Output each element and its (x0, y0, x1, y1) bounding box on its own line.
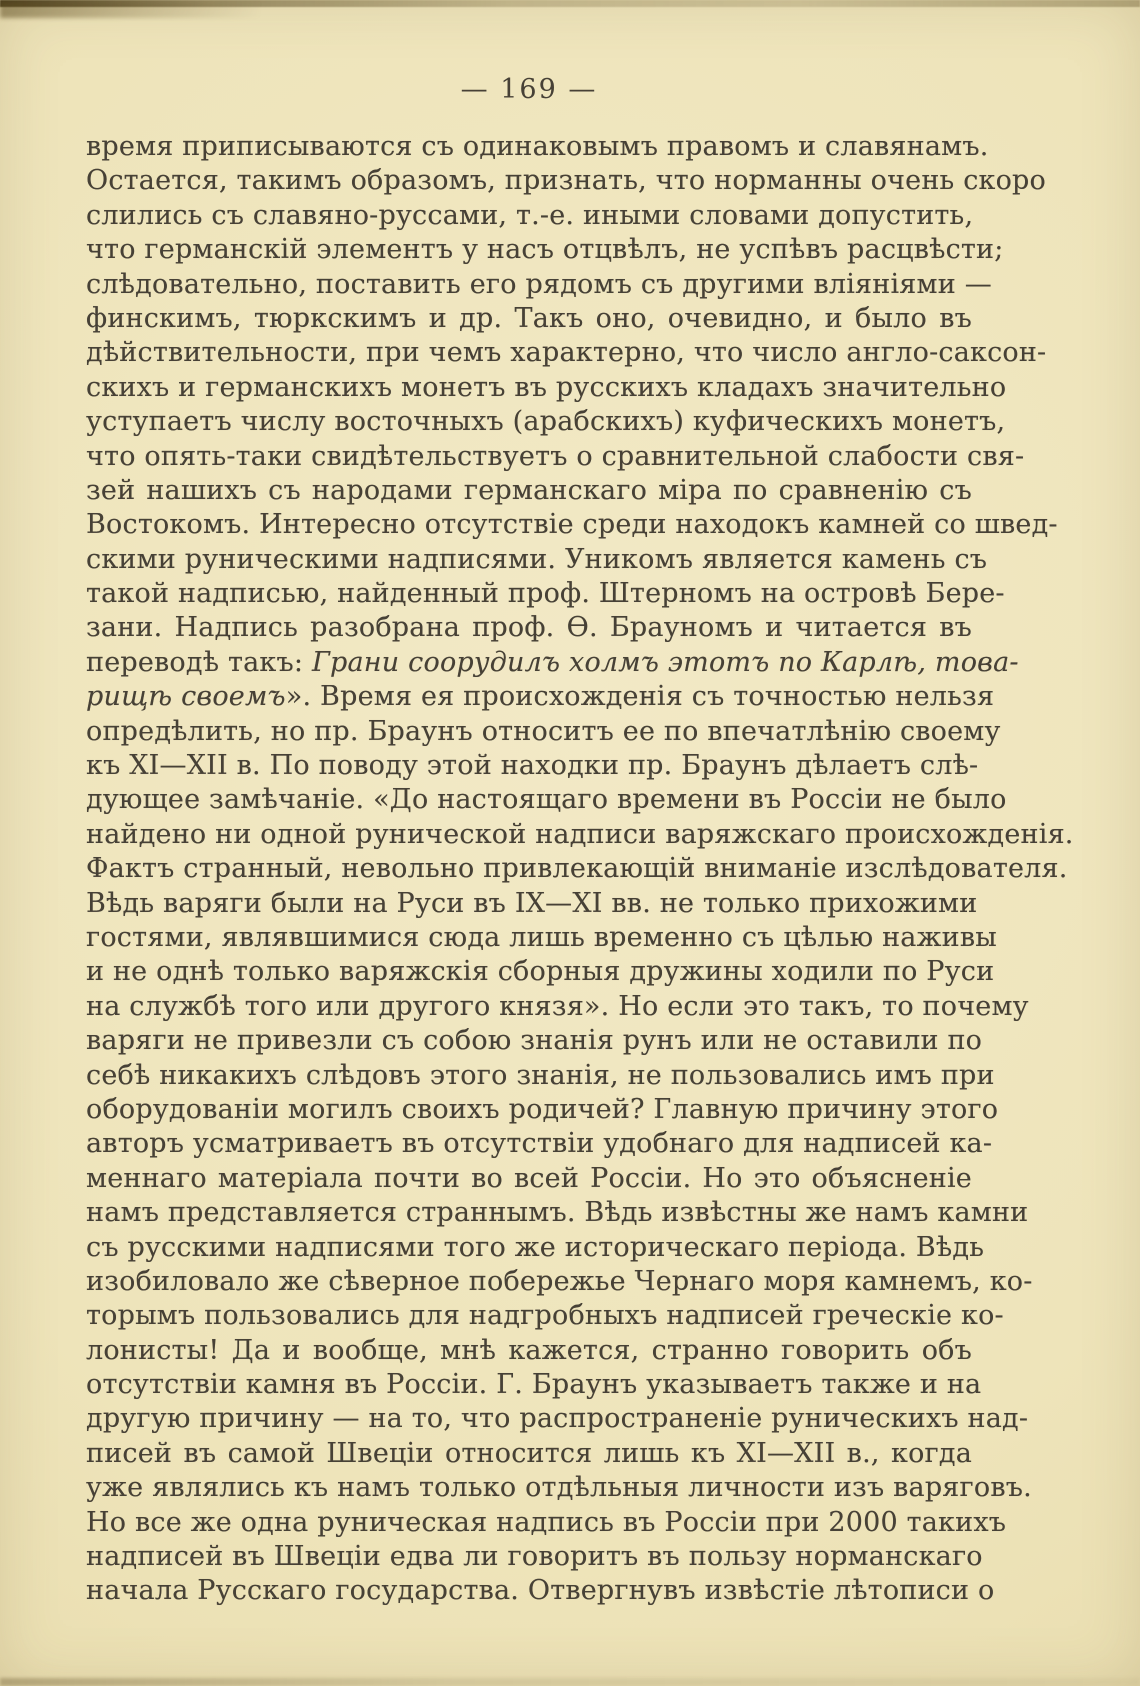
text-line (86, 440, 1025, 474)
text-line (86, 1471, 1032, 1505)
text-line (86, 1127, 993, 1161)
text-line (86, 852, 1068, 886)
text-line (86, 646, 1019, 680)
text-segment: Востокомъ. Интересно отсутствіе среди находокъ камней со швед- (86, 509, 1058, 541)
text-segment: зей нашихъ съ народами германскаго міра по сравненію съ (86, 474, 972, 506)
text-line (86, 1334, 972, 1368)
text-line (86, 1162, 972, 1196)
text-line (86, 199, 972, 233)
text-line (86, 1540, 983, 1574)
text-line (86, 955, 995, 989)
text-line (86, 1402, 1029, 1436)
text-segment: Фактъ странный, невольно привлекающій вниманіе изслѣдователя. (86, 853, 1068, 885)
text-line (86, 990, 1029, 1024)
text-line (86, 543, 988, 577)
text-line (86, 783, 1007, 817)
text-line (86, 1368, 982, 1402)
text-line (86, 1093, 999, 1127)
text-segment: на службѣ того или другого князя». Но если это такъ, то почему (86, 990, 1029, 1022)
text-line (86, 1574, 995, 1608)
text-segment: зани. Надпись разобрана проф. Ѳ. Брауномъ и читается въ (86, 612, 972, 644)
text-segment: слились съ славяно-руссами, т.-е. иными словами допустить, (86, 199, 974, 231)
text-line (86, 130, 989, 164)
text-segment: варяги не привезли съ собою знанія рунъ или не оставили по (86, 1025, 983, 1057)
text-line (86, 715, 1001, 749)
text-line (86, 336, 1047, 370)
text-segment: Но все же одна руническая надпись въ Россіи при 2000 такихъ (86, 1506, 1007, 1538)
text-segment: скихъ и германскихъ монетъ въ русскихъ кладахъ значительно (86, 371, 1007, 403)
text-segment: время приписываются съ одинаковымъ правомъ и славянамъ. (86, 131, 989, 162)
text-line (86, 1196, 1029, 1230)
text-line (86, 1265, 1033, 1299)
text-segment: съ русскими надписями того же историческаго періода. Вѣдь (86, 1231, 985, 1263)
text-line (86, 302, 972, 336)
text-segment: другую причину — на то, что распространеніе руническихъ над- (86, 1403, 1029, 1435)
scan-streak-topleft-artifact (0, 2, 260, 18)
text-line (86, 371, 1007, 405)
page-text-block (86, 130, 1074, 1609)
text-line (86, 1299, 1004, 1333)
text-segment: уступаетъ числу восточныхъ (арабскихъ) куфическихъ монетъ, (86, 406, 1006, 438)
text-segment: изобиловало же сѣверное побережье Чернаго моря камнемъ, ко- (86, 1265, 1033, 1297)
text-segment: что германскій элементъ у насъ отцвѣлъ, не успѣвъ расцвѣсти; (86, 234, 1004, 266)
text-line (86, 887, 978, 921)
text-line (86, 680, 995, 714)
text-line (86, 921, 997, 955)
text-segment-italic: Грани соорудилъ холмъ этотъ по Карлѣ, това- (311, 646, 1019, 678)
text-segment: скими руническими надписями. Уникомъ является камень съ (86, 543, 988, 575)
text-segment: переводѣ такъ: (86, 646, 312, 678)
text-line (86, 474, 972, 508)
text-segment-italic: рищѣ своемъ (86, 681, 286, 713)
text-line (86, 577, 1005, 611)
text-segment: дующее замѣчаніе. «До настоящаго времени въ Россіи не было (86, 784, 1007, 816)
text-segment: что опять-таки свидѣтельствуетъ о сравнительной слабости свя- (86, 440, 1025, 472)
text-line (86, 268, 992, 302)
text-segment: уже являлись къ намъ только отдѣльныя личности изъ варяговъ. (86, 1472, 1032, 1504)
text-line (86, 233, 1004, 267)
text-line (86, 1231, 985, 1265)
text-line (86, 1506, 1007, 1540)
text-segment: меннаго матеріала почти во всей Россіи. Но это объясненіе (86, 1162, 972, 1194)
text-line (86, 1437, 972, 1471)
text-segment: ». Время ея происхожденія съ точностью нельзя (285, 681, 995, 713)
text-line (86, 405, 1006, 439)
text-segment: оборудованіи могилъ своихъ родичей? Главную причину этого (86, 1093, 999, 1125)
text-segment: авторъ усматриваетъ въ отсутствіи удобнаго для надписей ка- (86, 1128, 993, 1160)
text-segment: слѣдовательно, поставить его рядомъ съ другими вліяніями — (86, 268, 992, 300)
text-segment: гостями, являвшимися сюда лишь временно съ цѣлью наживы (86, 921, 997, 953)
text-segment: Вѣдь варяги были на Руси въ IX—XI вв. не только прихожими (86, 887, 978, 919)
text-segment: намъ представляется страннымъ. Вѣдь извѣстны же намъ камни (86, 1197, 1029, 1229)
text-segment: Остается, такимъ образомъ, признать, что норманны очень скоро (86, 165, 1046, 197)
text-segment: надписей въ Швеціи едва ли говоритъ въ пользу норманскаго (86, 1541, 983, 1573)
text-segment: найдено ни одной рунической надписи варяжскаго происхожденія. (86, 818, 1074, 850)
text-line (86, 164, 1046, 198)
text-line (86, 508, 1058, 542)
scan-edge-bottom-artifact (0, 1678, 1140, 1686)
text-segment: писей въ самой Швеціи относится лишь къ XI—XII в., когда (86, 1437, 972, 1469)
text-segment: такой надписью, найденный проф. Штерномъ на островѣ Бере- (86, 578, 1005, 610)
text-segment: лонисты! Да и вообще, мнѣ кажется, странно говорить объ (86, 1334, 972, 1366)
text-segment: опредѣлить, но пр. Браунъ относитъ ее по впечатлѣнію своему (86, 715, 1001, 747)
text-line (86, 611, 972, 645)
text-segment: отсутствіи камня въ Россіи. Г. Браунъ указываетъ также и на (86, 1369, 982, 1401)
text-segment: дѣйствительности, при чемъ характерно, что число англо-саксон- (86, 337, 1047, 369)
text-segment: начала Русскаго государства. Отвергнувъ извѣстіе лѣтописи о (86, 1575, 995, 1607)
text-line (86, 749, 979, 783)
text-segment: къ XI—XII в. По поводу этой находки пр. Браунъ дѣлаетъ слѣ- (86, 750, 979, 782)
text-segment: себѣ никакихъ слѣдовъ этого знанія, не пользовались имъ при (86, 1059, 995, 1091)
page-number: — 169 — (460, 74, 598, 105)
text-line (86, 818, 1074, 852)
text-line (86, 1059, 995, 1093)
text-line (86, 1024, 983, 1058)
text-segment: и не однѣ только варяжскія сборныя дружины ходили по Руси (86, 956, 995, 988)
text-segment: торымъ пользовались для надгробныхъ надписей греческіе ко- (86, 1300, 1004, 1332)
text-segment: финскимъ, тюркскимъ и др. Такъ оно, очевидно, и было въ (86, 302, 972, 334)
